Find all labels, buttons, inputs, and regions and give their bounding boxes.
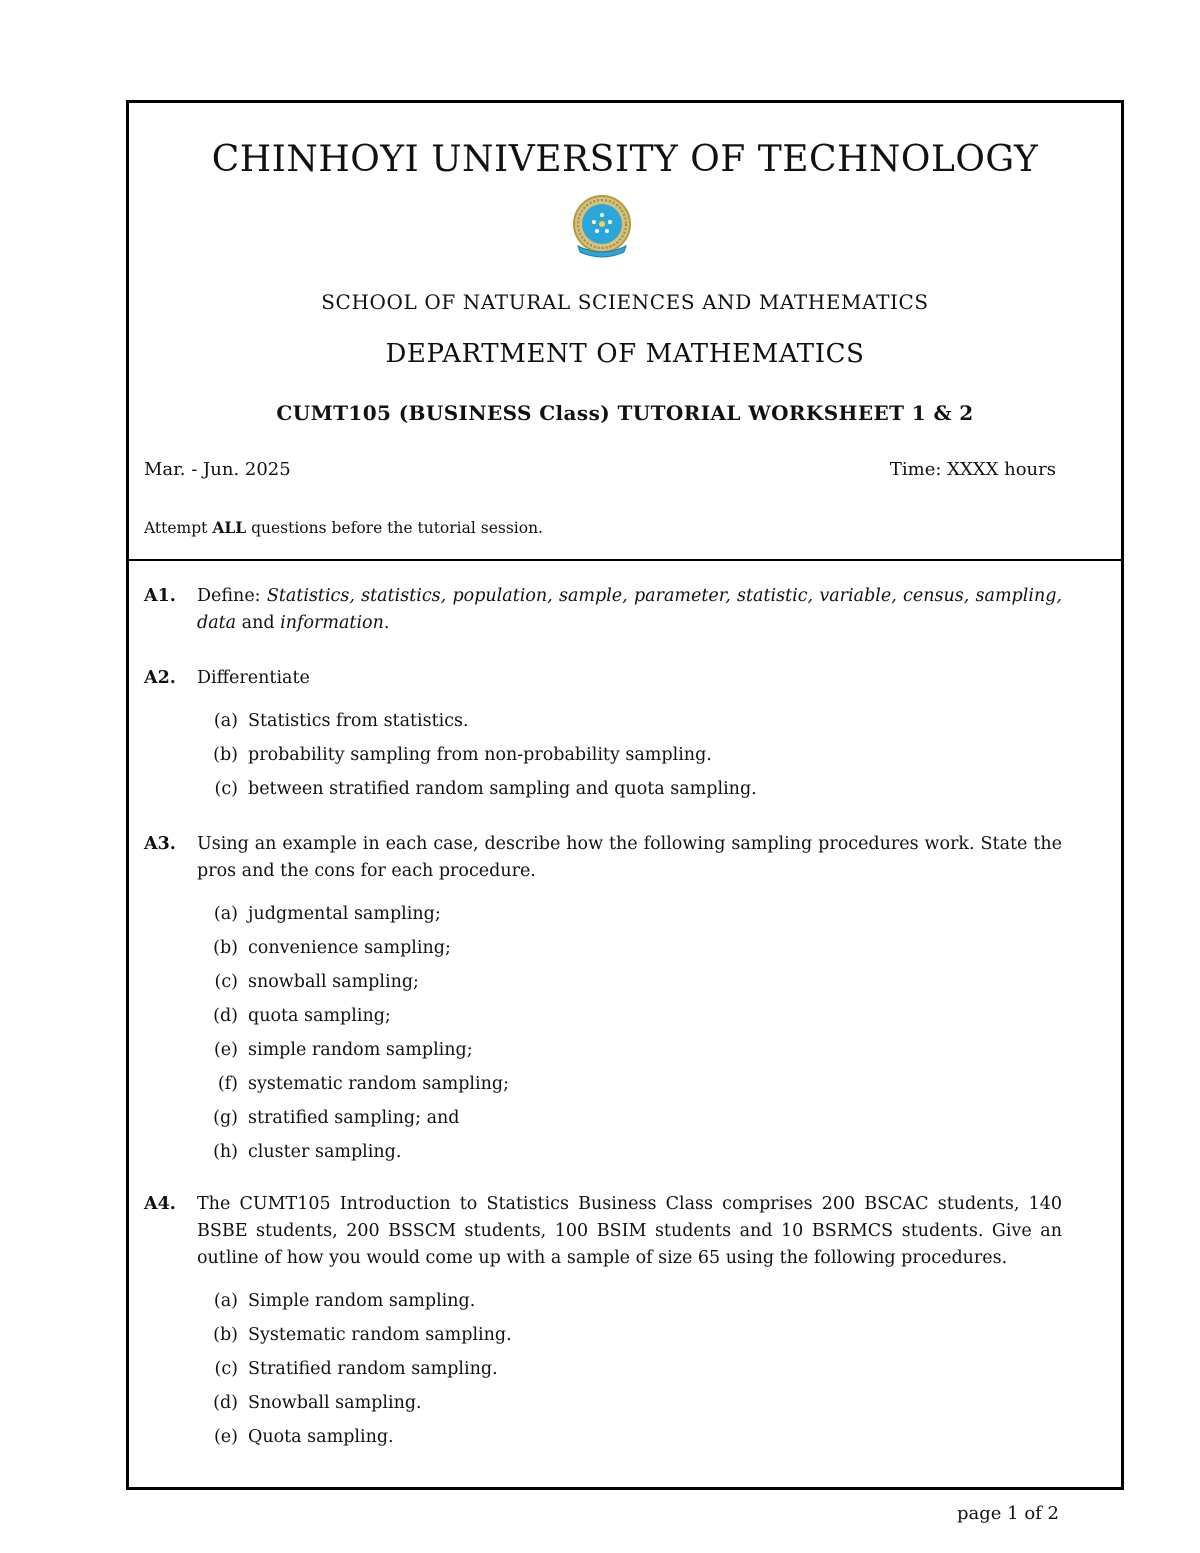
instruction-bold: ALL (212, 518, 247, 537)
list-item: (b) convenience sampling; (213, 938, 451, 958)
university-logo (570, 194, 634, 260)
list-item: (b) Systematic random sampling. (213, 1325, 512, 1345)
list-item: (h) cluster sampling. (213, 1142, 402, 1162)
header-divider (129, 559, 1121, 561)
list-item: (f) systematic random sampling; (217, 1074, 509, 1094)
question-a3 (144, 831, 1062, 885)
define-prefix: Define: (197, 586, 267, 606)
defined-terms: Statistics, statistics, population, sample, parameter, statistic, variable, census, sampling, data (197, 586, 1062, 633)
defined-last-term: information (280, 613, 384, 633)
question-number: A1. (144, 586, 176, 606)
question-text: Differentiate (197, 668, 310, 688)
list-item: (e) simple random sampling; (213, 1040, 473, 1060)
worksheet-frame (126, 100, 1124, 1490)
question-text: Using an example in each case, describe how the following sampling procedures work. State the pros and the cons for each procedure. (197, 834, 1062, 881)
list-item: (d) quota sampling; (213, 1006, 391, 1026)
university-name: CHINHOYI UNIVERSITY OF TECHNOLOGY (211, 139, 1039, 180)
define-mid: and (236, 613, 281, 633)
list-item: (c) Stratified random sampling. (214, 1359, 498, 1379)
page-number: page 1 of 2 (957, 1503, 1059, 1524)
list-item: (e) Quota sampling. (213, 1427, 394, 1447)
list-item: (b) probability sampling from non-probability sampling. (213, 745, 712, 765)
worksheet-header (129, 103, 1121, 561)
instruction-pre: Attempt (144, 519, 213, 537)
question-text: The CUMT105 Introduction to Statistics Business Class comprises 200 BSCAC students, 140 BSBE students, 200 BSSCM students, 100 BSIM students and 10 BSRMCS students. Give an outline of how you would come up with a sample of size 65 using the following procedures. (197, 1194, 1062, 1268)
list-item: (a) judgmental sampling; (213, 904, 441, 924)
instruction (144, 518, 543, 537)
question-text (197, 583, 1062, 637)
course-title: CUMT105 (BUSINESS Class) TUTORIAL WORKSHEET 1 & 2 (276, 401, 974, 425)
time-allowed: Time: XXXX hours (889, 459, 1056, 480)
question-a4 (144, 1191, 1062, 1272)
question-number: A4. (144, 1194, 176, 1214)
list-item: (a) Statistics from statistics. (213, 711, 469, 731)
school-name: SCHOOL OF NATURAL SCIENCES AND MATHEMATICS (321, 290, 929, 314)
list-item: (g) stratified sampling; and (213, 1108, 460, 1128)
list-item: (a) Simple random sampling. (213, 1291, 476, 1311)
question-a2 (144, 665, 1062, 692)
a4-list (195, 1284, 512, 1454)
define-end: . (383, 613, 390, 633)
term-date: Mar. - Jun. 2025 (144, 459, 291, 480)
question-a1 (144, 583, 1062, 637)
list-item: (d) Snowball sampling. (213, 1393, 422, 1413)
list-item: (c) between stratified random sampling and quota sampling. (214, 779, 757, 799)
department-name: DEPARTMENT OF MATHEMATICS (385, 339, 865, 369)
question-number: A3. (144, 834, 176, 854)
question-number: A2. (144, 668, 176, 688)
instruction-post: questions before the tutorial session. (246, 519, 543, 537)
a3-list (195, 897, 509, 1169)
list-item: (c) snowball sampling; (214, 972, 419, 992)
a2-list (195, 704, 757, 806)
